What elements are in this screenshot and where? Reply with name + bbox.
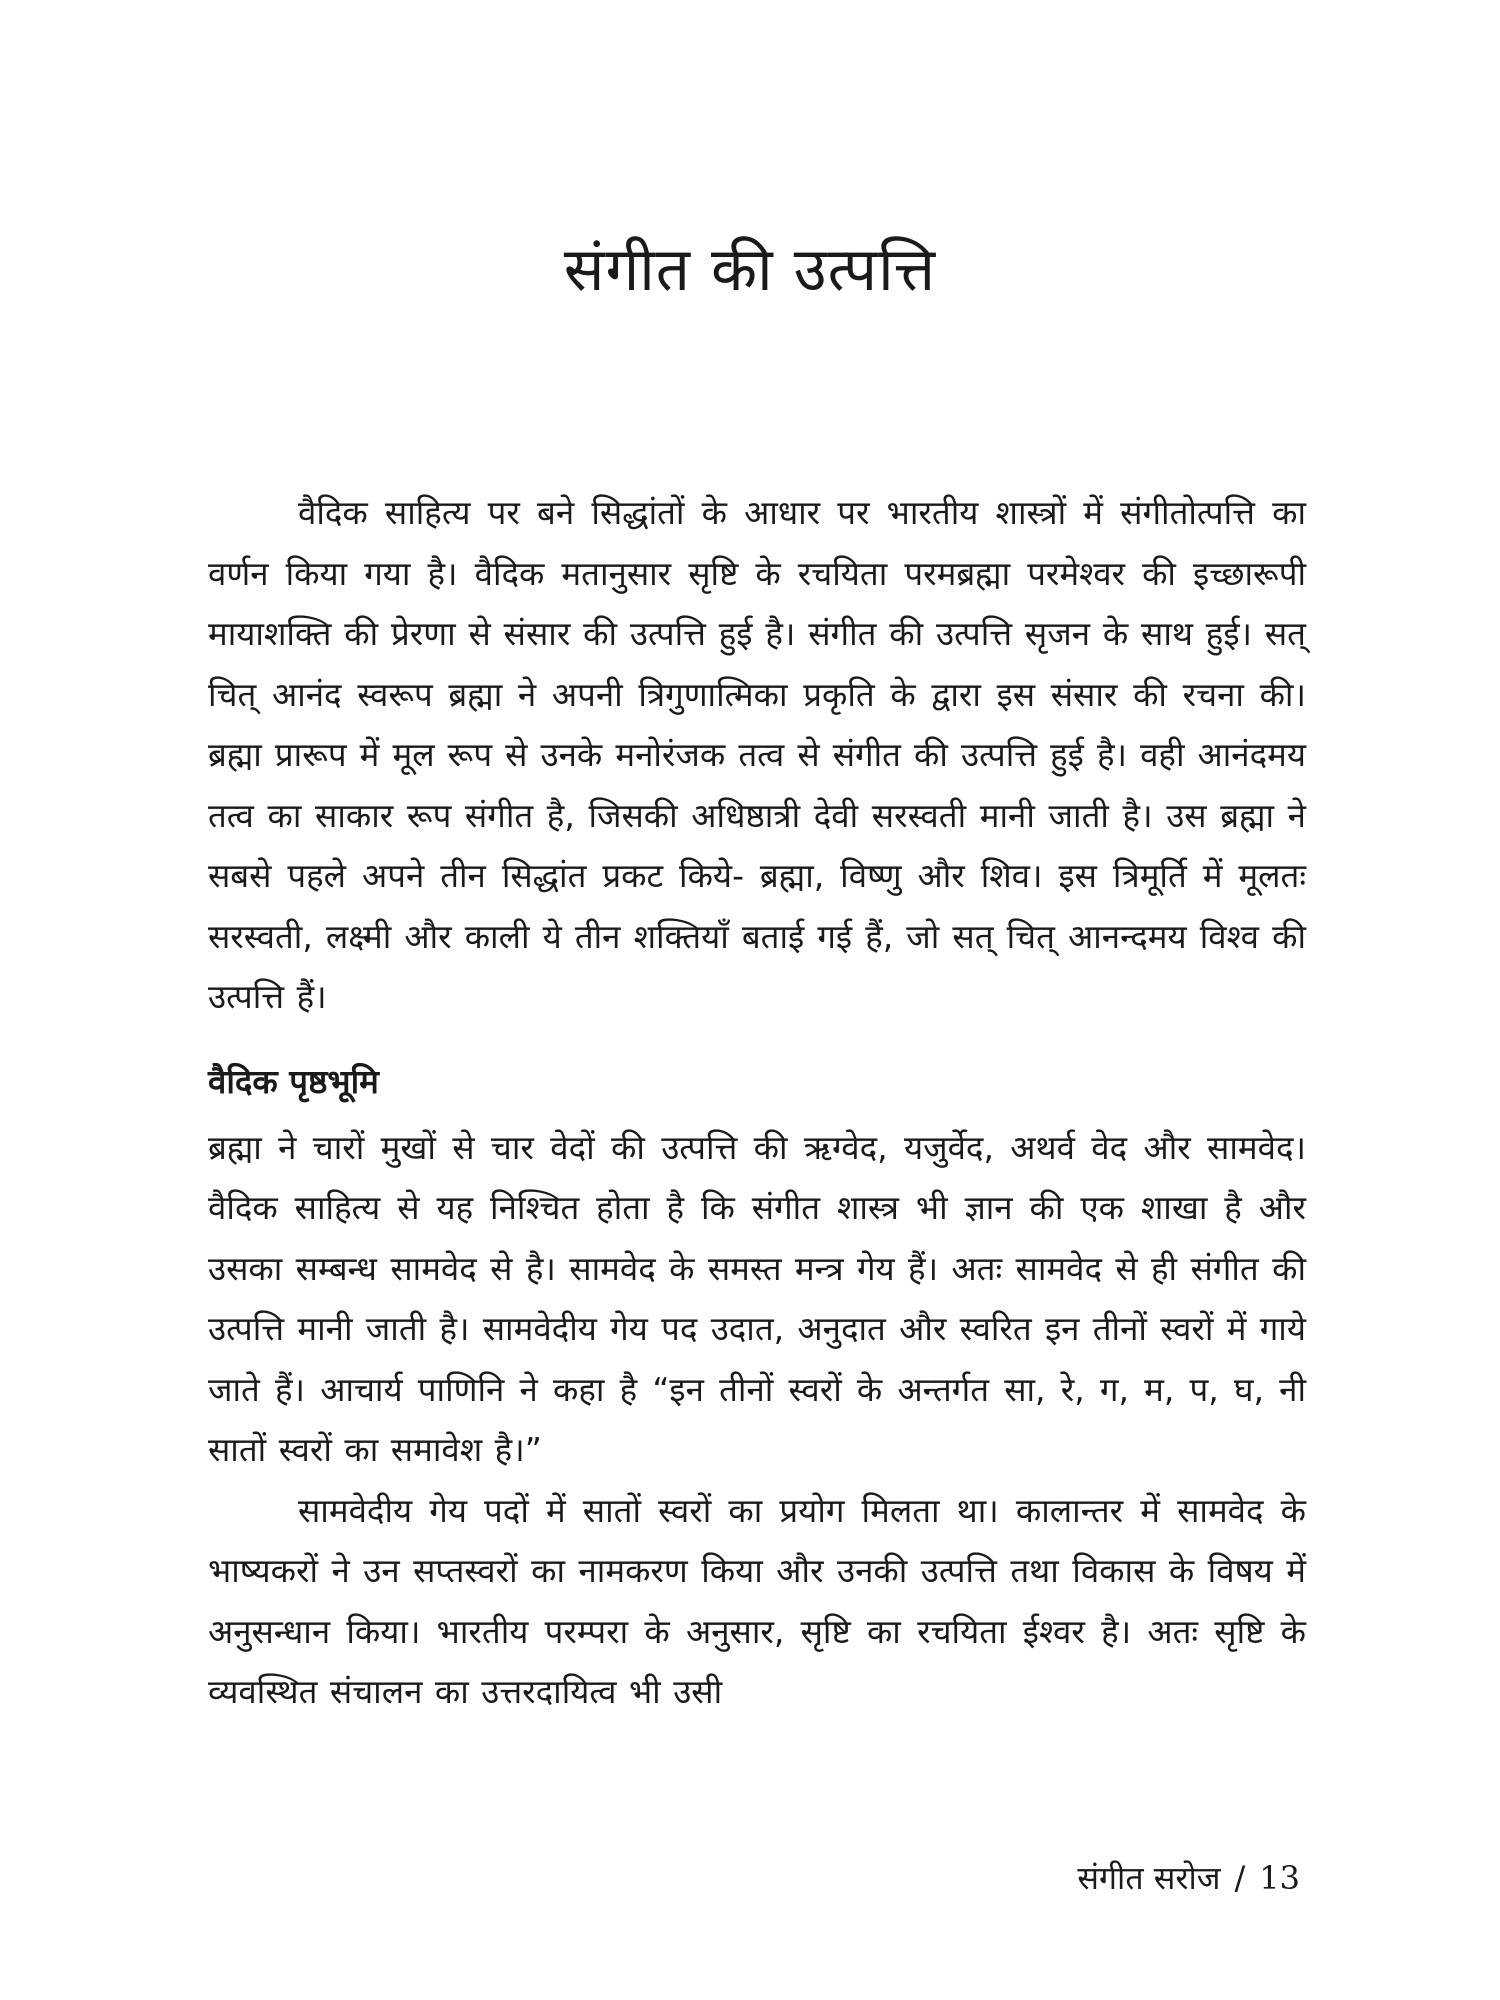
body-text xyxy=(208,483,1306,1723)
section-heading: वैदिक पृष्ठभूमि xyxy=(208,1061,379,1101)
footer-book-title: संगीत सरोज xyxy=(1077,1859,1221,1897)
paragraph-vedic-background: ब्रह्मा ने चारों मुखों से चार वेदों की उत्पत्ति की ऋग्वेद, यजुर्वेद, अथर्व वेद और सामवेद। वैदिक साहित्य से यह निश्चित होता है कि संगीत शास्त्र भी ज्ञान की एक शाखा है और उसका सम्बन्ध सामवेद से है। सामवेद के समस्त मन्त्र गेय हैं। अतः सामवेद से ही संगीत की उत्पत्ति मानी जाती है। सामवेदीय गेय पद उदात, अनुदात और स्वरित इन तीनों स्वरों में गाये जाते हैं। आचार्य पाणिनि ने कहा है “इन तीनों स्वरों के अन्तर्गत सा, रे, ग, म, प, घ, नी सातों स्वरों का समावेश है।” xyxy=(208,1127,1306,1469)
spacer xyxy=(208,1028,1306,1040)
paragraph-intro: वैदिक साहित्य पर बने सिद्धांतों के आधार पर भारतीय शास्त्रों में संगीतोत्पत्ति का वर्णन किया गया है। वैदिक मतानुसार सृष्टि के रचयिता परमब्रह्मा परमेश्वर की इच्छारूपी मायाशक्ति की प्रेरणा से संसार की उत्पत्ति हुई है। संगीत की उत्पत्ति सृजन के साथ हुई। सत् चित् आनंद स्वरूप ब्रह्मा ने अपनी त्रिगुणात्मिका प्रकृति के द्वारा इस संसार की रचना की। ब्रह्मा प्रारूप में मूल रूप से उनके मनोरंजक तत्व से संगीत की उत्पत्ति हुई है। वही आनंदमय तत्व का साकार रूप संगीत है, जिसकी अधिष्ठात्री देवी सरस्वती मानी जाती है। उस ब्रह्मा ने सबसे पहले अपने तीन सिद्धांत प्रकट किये- ब्रह्मा, विष्णु और शिव। इस त्रिमूर्ति में मूलतः सरस्वती, लक्ष्मी और काली ये तीन शक्तियाँ बताई गई हैं, जो सत् चित् आनन्दमय विश्व की उत्पत्ति हैं। xyxy=(208,493,1306,1016)
paragraph-samaveda: सामवेदीय गेय पदों में सातों स्वरों का प्रयोग मिलता था। कालान्तर में सामवेद के भाष्यकरों ने उन सप्तस्वरों का नामकरण किया और उनकी उत्पत्ति तथा विकास के विषय में अनुसन्धान किया। भारतीय परम्परा के अनुसार, सृष्टि का रचयिता ईश्वर है। अतः सृष्टि के व्यवस्थित संचालन का उत्तरदायित्व भी उसी xyxy=(208,1490,1306,1711)
page-footer xyxy=(1077,1858,1300,1898)
footer-separator: / xyxy=(1234,1859,1246,1897)
chapter-title: संगीत की उत्पत्ति xyxy=(563,235,937,305)
page-number: 13 xyxy=(1259,1859,1300,1897)
